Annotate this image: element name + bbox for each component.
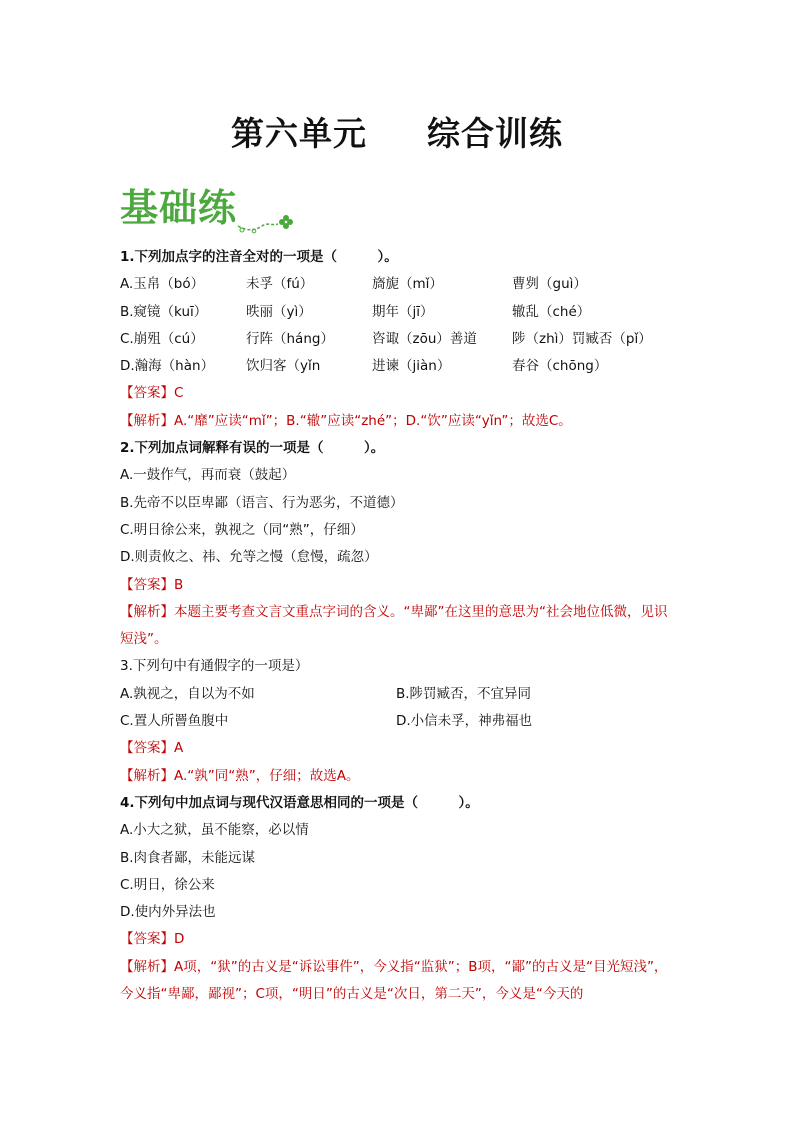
- q4-option: A.小大之狱，虽不能察，必以情: [120, 822, 309, 839]
- q1-option: 春谷（chōng）: [512, 358, 608, 375]
- analysis-label: 【解析】: [120, 603, 174, 620]
- q3-analysis: [120, 763, 680, 790]
- analysis-text: A.“孰”同“熟”，仔细；故选A。: [174, 767, 360, 784]
- q1-option: B.窥镜（kuī）: [120, 303, 208, 320]
- q3-row-2: [120, 708, 680, 735]
- q2-option: A.一鼓作气，再而衰（鼓起）: [120, 467, 296, 484]
- analysis-text: A项，“狱”的古义是“诉讼事件”，今义指“监狱”；B项，“鄙”的古义是“目光短浅”，今义指“卑鄙，鄙视”；C项，“明日”的古义是“次日，第二天”，今义是“今天的: [120, 958, 668, 1003]
- title-part2: 综合训练: [427, 114, 563, 153]
- q3-row-1: [120, 681, 680, 708]
- answer-label: 【答案】: [120, 385, 174, 402]
- q1-option: 饮归客（yǐn: [246, 358, 321, 375]
- q1-option: A.玉帛（bó）: [120, 276, 205, 293]
- q2-option: D.则责攸之、祎、允等之慢（怠慢，疏忽）: [120, 549, 378, 566]
- q3-option: A.孰视之，自以为不如: [120, 685, 255, 702]
- q2-stem: 2.下列加点词解释有误的一项是（ ）。: [120, 440, 385, 457]
- q4-stem: 4.下列句中加点词与现代汉语意思相同的一项是（ ）。: [120, 794, 479, 811]
- q2-option: C.明日徐公来，孰视之（同“熟”，仔细）: [120, 521, 364, 538]
- q3-option: D.小信未孚，神弗福也: [396, 713, 533, 730]
- q1-option: 未孚（fú）: [246, 276, 314, 293]
- analysis-label: 【解析】: [120, 958, 174, 975]
- q1-option: 陟（zhì）罚臧否（pǐ）: [512, 330, 652, 347]
- q4-answer: [120, 926, 680, 953]
- section-heading-text: 基础练: [120, 186, 238, 230]
- q4-option: B.肉食者鄙，未能远谋: [120, 849, 256, 866]
- q1-option: 昳丽（yì）: [246, 303, 312, 320]
- q1-row-a: [120, 271, 680, 298]
- q1-option: D.瀚海（hàn）: [120, 358, 215, 375]
- q3-answer: [120, 735, 680, 762]
- answer-value: C: [174, 385, 184, 402]
- answer-label: 【答案】: [120, 931, 174, 948]
- q4-analysis: [120, 954, 680, 1009]
- q1-stem: 1.下列加点字的注音全对的一项是（ ）。: [120, 249, 398, 265]
- q2-answer: [120, 572, 680, 599]
- analysis-label: 【解析】: [120, 767, 174, 784]
- q2-analysis: [120, 599, 680, 654]
- q1-option: 行阵（háng）: [246, 330, 334, 347]
- analysis-text: 本题主要考查文言文重点字词的含义。“卑鄙”在这里的意思为“社会地位低微，见识短浅”。: [120, 603, 668, 648]
- title-part1: 第六单元: [231, 114, 367, 153]
- answer-label: 【答案】: [120, 740, 174, 757]
- q3-option: C.置人所罾鱼腹中: [120, 713, 229, 730]
- q1-option: 辙乱（ché）: [512, 303, 591, 320]
- q1-row-d: [120, 353, 680, 380]
- q4-option: C.明日，徐公来: [120, 876, 215, 893]
- q4-option: D.使内外异法也: [120, 904, 216, 921]
- question-content: [120, 244, 680, 1008]
- vine-decoration-icon: [120, 186, 310, 236]
- q1-option: 旖旎（mǐ）: [372, 276, 443, 293]
- q1-row-c: [120, 326, 680, 353]
- q1-row-b: [120, 299, 680, 326]
- analysis-label: 【解析】: [120, 412, 174, 429]
- section-heading: [120, 186, 310, 236]
- q1-option: C.崩殂（cú）: [120, 330, 204, 347]
- q1-option: 进谏（jiàn）: [372, 358, 451, 375]
- answer-value: A: [174, 740, 184, 757]
- answer-label: 【答案】: [120, 576, 174, 593]
- q3-stem: 3.下列句中有通假字的一项是）: [120, 658, 309, 675]
- page-title: [0, 108, 794, 155]
- analysis-text: A.“靡”应读“mǐ”；B.“辙”应读“zhé”；D.“饮”应读“yǐn”；故选C。: [174, 412, 572, 429]
- q1-option: 曹刿（guì）: [512, 276, 587, 293]
- q1-option: 咨诹（zōu）善道: [372, 330, 477, 347]
- q1-answer: [120, 380, 680, 407]
- q3-option: B.陟罚臧否，不宜异同: [396, 685, 532, 702]
- answer-value: D: [174, 931, 185, 948]
- answer-value: B: [174, 576, 184, 593]
- q2-option: B.先帝不以臣卑鄙（语言、行为恶劣，不道德）: [120, 494, 404, 511]
- q1-option: 期年（jī）: [372, 303, 434, 320]
- q1-analysis: [120, 408, 680, 435]
